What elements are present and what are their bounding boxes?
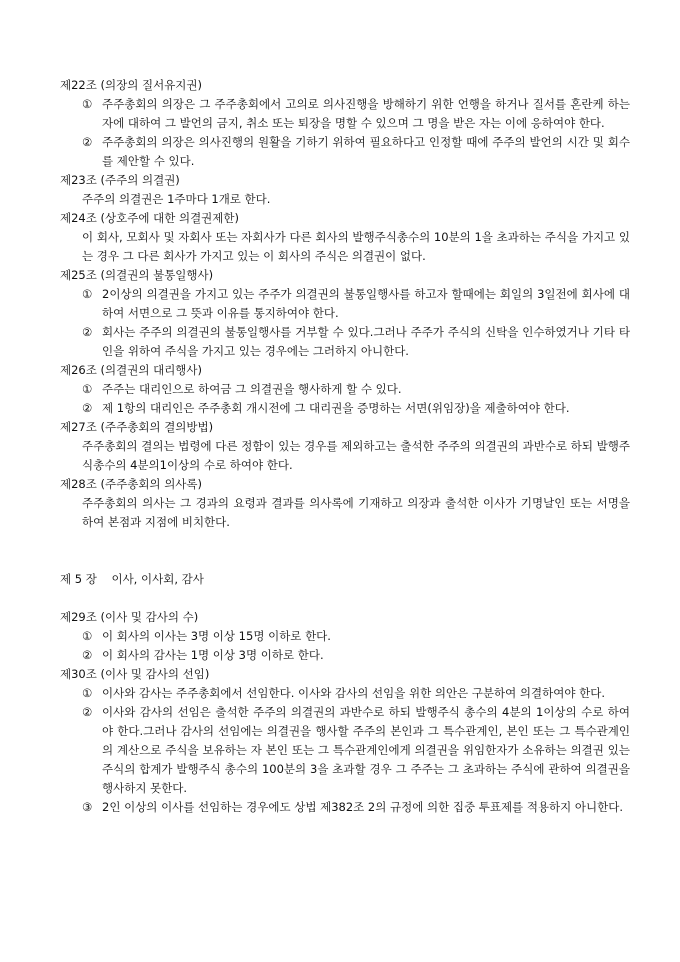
article-27 — [60, 418, 630, 475]
clause-text: 이사와 감사는 주주총회에서 선임한다. 이사와 감사의 선임을 위한 의안은 구분하여 의결하여야 한다. — [102, 686, 605, 700]
article-title: 제25조 (의결권의 불통일행사) — [60, 268, 214, 282]
article-body: 주주총회의 결의는 법령에 다른 정함이 있는 경우를 제외하고는 출석한 주주의 의결권의 과반수로 하되 발행주식총수의 4분의1이상의 수로 하여야 한다. — [82, 439, 630, 472]
clause-number: ② — [82, 648, 93, 662]
clause-item — [60, 703, 630, 798]
clause-number: ① — [82, 629, 93, 643]
clause-text: 제 1항의 대리인은 주주총회 개시전에 그 대리권을 증명하는 서면(위임장)을 제출하여야 한다. — [102, 401, 570, 415]
article-title: 제26조 (의결권의 대리행사) — [60, 363, 203, 377]
clause-item — [60, 646, 630, 665]
clause-item — [60, 627, 630, 646]
chapter-heading: 제 5 장 이사, 이사회, 감사 — [60, 572, 204, 586]
article-title: 제27조 (주주총회의 결의방법) — [60, 420, 214, 434]
article-30 — [60, 665, 630, 817]
article-25 — [60, 266, 630, 361]
clause-item — [60, 285, 630, 323]
article-28 — [60, 475, 630, 532]
clause-text: 주주총회의 의장은 의사진행의 원활을 기하기 위하여 필요하다고 인정할 때에 주주의 발언의 시간 및 회수를 제안할 수 있다. — [102, 135, 630, 168]
clause-number: ② — [82, 705, 93, 719]
clause-number: ③ — [82, 800, 93, 814]
clause-text: 2이상의 의결권을 가지고 있는 주주가 의결권의 불통일행사를 하고자 할때에는 회일의 3일전에 회사에 대하여 서면으로 그 뜻과 이유를 통지하여야 한다. — [102, 287, 630, 320]
clause-text: 이사와 감사의 선임은 출석한 주주의 의결권의 과반수로 하되 발행주식 총수의 4분의 1이상의 수로 하여야 한다.그러나 감사의 선임에는 의결권을 행사할 주주의 본인과 그 특수관계인, 본인 또는 그 특수관계인의 계산으로 주식을 보유하는 자 본인 또는 그 특수관계인에게 의결권을 위임한자가 소유하는 의결권 있는 주식의 합계가 발행주식 총수의 100분의 3을 초과할 경우 그 주주는 그 초과하는 주식에 관하여 의결권을 행사하지 못한다. — [102, 705, 630, 795]
article-title: 제22조 (의장의 질서유지권) — [60, 78, 203, 92]
article-23 — [60, 171, 630, 209]
clause-text: 2인 이상의 이사를 선임하는 경우에도 상법 제382조 2의 규정에 의한 집중 투표제를 적용하지 아니한다. — [102, 800, 624, 814]
clause-item — [60, 133, 630, 171]
article-22 — [60, 76, 630, 171]
article-title: 제23조 (주주의 의결권) — [60, 173, 180, 187]
clause-number: ① — [82, 382, 93, 396]
article-body: 주주의 의결권은 1주마다 1개로 한다. — [82, 192, 271, 206]
article-29 — [60, 608, 630, 665]
clause-item — [60, 323, 630, 361]
clause-item — [60, 380, 630, 399]
article-24 — [60, 209, 630, 266]
article-body: 이 회사, 모회사 및 자회사 또는 자회사가 다른 회사의 발행주식총수의 10분의 1을 초과하는 주식을 가지고 있는 경우 그 다른 회사가 가지고 있는 이 회사의 주식은 의결권이 없다. — [82, 230, 630, 263]
clause-item — [60, 95, 630, 133]
clause-number: ① — [82, 97, 93, 111]
clause-text: 이 회사의 이사는 3명 이상 15명 이하로 한다. — [102, 629, 331, 643]
article-title: 제24조 (상호주에 대한 의결권제한) — [60, 211, 239, 225]
article-body: 주주총회의 의사는 그 경과의 요령과 결과를 의사록에 기재하고 의장과 출석한 이사가 기명날인 또는 서명을 하여 본점과 지점에 비치한다. — [82, 496, 630, 529]
clause-text: 이 회사의 감사는 1명 이상 3명 이하로 한다. — [102, 648, 324, 662]
article-title: 제30조 (이사 및 감사의 선임) — [60, 667, 210, 681]
clause-text: 주주는 대리인으로 하여금 그 의결권을 행사하게 할 수 있다. — [102, 382, 402, 396]
clause-number: ① — [82, 287, 93, 301]
clause-text: 회사는 주주의 의결권의 불통일행사를 거부할 수 있다.그러나 주주가 주식의 신탁을 인수하였거나 기타 타인을 위하여 주식을 가지고 있는 경우에는 그러하지 아니한다. — [102, 325, 630, 358]
article-title: 제29조 (이사 및 감사의 수) — [60, 610, 199, 624]
clause-number: ② — [82, 135, 93, 149]
article-title: 제28조 (주주총회의 의사록) — [60, 477, 203, 491]
clause-text: 주주총회의 의장은 그 주주총회에서 고의로 의사진행을 방해하기 위한 언행을 하거나 질서를 혼란케 하는 자에 대하여 그 발언의 금지, 취소 또는 퇴장을 명할 수 있으며 그 명을 받은 자는 이에 응하여야 한다. — [102, 97, 630, 130]
clause-item — [60, 399, 630, 418]
clause-number: ① — [82, 686, 93, 700]
clause-number: ② — [82, 325, 93, 339]
clause-number: ② — [82, 401, 93, 415]
article-26 — [60, 361, 630, 418]
clause-item — [60, 798, 630, 817]
articles-of-incorporation — [60, 76, 630, 817]
clause-item — [60, 684, 630, 703]
